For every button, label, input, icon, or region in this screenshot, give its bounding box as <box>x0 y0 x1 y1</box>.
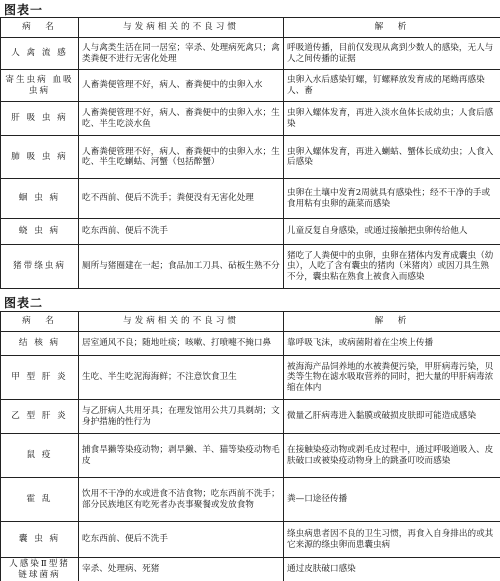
bad-habit: 宰杀、处理病、死猪 <box>79 558 284 581</box>
table-row <box>1 434 500 478</box>
disease-name: 猪带绦虫病 <box>1 245 79 289</box>
bad-habit: 人畜粪便管理不好，病人、畜粪便中的虫卵入水 <box>79 70 284 102</box>
disease-name: 囊 虫 病 <box>1 522 79 558</box>
analysis: 绦虫病患者因不良的卫生习惯，再食入自身排出的或其它来源的绦虫卵而患囊虫病 <box>284 522 500 558</box>
bad-habit: 捕食旱獭等染疫动物；剥旱獭、羊、猫等染疫动物毛皮 <box>79 434 284 478</box>
table-row <box>1 558 500 581</box>
bad-habit: 饮用不干净的水或进食不洁食物；吃东西前不洗手；部分民族地区有吃死者办丧事聚餐或发放食物 <box>79 478 284 522</box>
disease-name: 肺 吸 虫 病 <box>1 136 79 179</box>
analysis: 微量乙肝病毒进入黏膜或破损皮肤即可能造成感染 <box>284 400 500 434</box>
table-row <box>1 400 500 434</box>
disease-name: 结 核 病 <box>1 332 79 356</box>
disease-name: 霍 乱 <box>1 478 79 522</box>
disease-name: 肝 吸 虫 病 <box>1 102 79 136</box>
analysis: 虫卵在土壤中发育2周就具有感染性；经不干净的手或食用粘有虫卵的蔬菜而感染 <box>284 179 500 219</box>
analysis: 儿童反复自身感染，或通过接触把虫卵传给他人 <box>284 219 500 245</box>
table-header-row <box>1 312 500 332</box>
col-header-analysis: 解 析 <box>284 312 500 332</box>
analysis: 被海海产品饲养地的水被粪便污染，甲肝病毒污染，贝类等生物在滤水吸取营养的同时，把大量的甲肝病毒浓缩在体内 <box>284 356 500 400</box>
disease-name: 蛲 虫 病 <box>1 219 79 245</box>
bad-habit: 居室通风不良；随地吐痰；咳嗽、打喷嚏不掩口鼻 <box>79 332 284 356</box>
table2-title: 图表二 <box>4 296 44 310</box>
table-row <box>1 136 500 179</box>
col-header-habit: 与发病相关的不良习惯 <box>79 18 284 38</box>
table-row <box>1 179 500 219</box>
analysis: 虫卵入螺体发育，再进入蝲蛄、蟹体长成幼虫；人食入后感染 <box>284 136 500 179</box>
table-header-row <box>1 18 500 38</box>
col-header-name: 病 名 <box>1 312 79 332</box>
analysis: 靠呼吸飞沫，或病菌附着在尘埃上传播 <box>284 332 500 356</box>
analysis: 粪—口途径传播 <box>284 478 500 522</box>
bad-habit: 吃东西前、便后不洗手 <box>79 522 284 558</box>
bad-habit: 吃东西前、便后不洗手 <box>79 219 284 245</box>
disease-name: 鼠 疫 <box>1 434 79 478</box>
bad-habit: 人畜粪便管理不好，病人、畜粪便中的虫卵入水；生吃、半生吃蝲蛄、河蟹（包括醉蟹） <box>79 136 284 179</box>
analysis: 在接触染疫动物或剥毛皮过程中，通过呼吸道吸入、皮肤破口或被染疫动物身上的跳蚤叮咬而感染 <box>284 434 500 478</box>
disease-name: 乙 型 肝 炎 <box>1 400 79 434</box>
table1-title: 图表一 <box>4 3 44 17</box>
bad-habit: 与乙肝病人共用牙具；在理发馆用公共刀具剃胡；文身护措施的性行为 <box>79 400 284 434</box>
analysis: 呼吸道传播，目前仅发现从禽到少数人的感染，无人与人之间传播的证据 <box>284 38 500 70</box>
table-row <box>1 522 500 558</box>
col-header-habit: 与发病相关的不良习惯 <box>79 312 284 332</box>
table-row <box>1 332 500 356</box>
table-row <box>1 38 500 70</box>
bad-habit: 人畜粪便管理不好，病人、畜粪便中的虫卵入水；生吃、半生吃淡水鱼 <box>79 102 284 136</box>
disease-name: 蛔 虫 病 <box>1 179 79 219</box>
table-row <box>1 219 500 245</box>
analysis: 猪吃了人粪便中的虫卵，虫卵在猪体内发育成囊虫（幼虫），人吃了含有囊虫的猪肉（米猪肉）或因刀具生熟不分，囊虫粘在熟食上被食入而感染 <box>284 245 500 289</box>
disease-name: 寄生虫病 血吸虫病 <box>1 70 79 102</box>
bad-habit: 人与禽类生活在同一居室；宰杀、处理病死禽只；禽类粪便不进行无害化处理 <box>79 38 284 70</box>
analysis: 虫卵入水后感染钉螺，钉螺释放发育成的尾蚴再感染人、畜 <box>284 70 500 102</box>
analysis: 通过皮肤破口感染 <box>284 558 500 581</box>
table2 <box>0 311 500 581</box>
col-header-analysis: 解 析 <box>284 18 500 38</box>
table-row <box>1 102 500 136</box>
bad-habit: 厕所与猪圈建在一起；食品加工刀具、砧板生熟不分 <box>79 245 284 289</box>
table-row <box>1 245 500 289</box>
disease-name: 甲 型 肝 炎 <box>1 356 79 400</box>
disease-name: 人 禽 流 感 <box>1 38 79 70</box>
table1 <box>0 17 500 289</box>
bad-habit: 生吃、半生吃泥海海鲜；不注意饮食卫生 <box>79 356 284 400</box>
disease-name: 人感染Ⅱ型猪链球菌病 <box>1 558 79 581</box>
bad-habit: 吃不西前、便后不洗手；粪便没有无害化处理 <box>79 179 284 219</box>
table-row <box>1 356 500 400</box>
analysis: 虫卵入螺体发育，再进入淡水鱼体长成幼虫；人食后感染 <box>284 102 500 136</box>
table-row <box>1 478 500 522</box>
table-row <box>1 70 500 102</box>
col-header-name: 病 名 <box>1 18 79 38</box>
